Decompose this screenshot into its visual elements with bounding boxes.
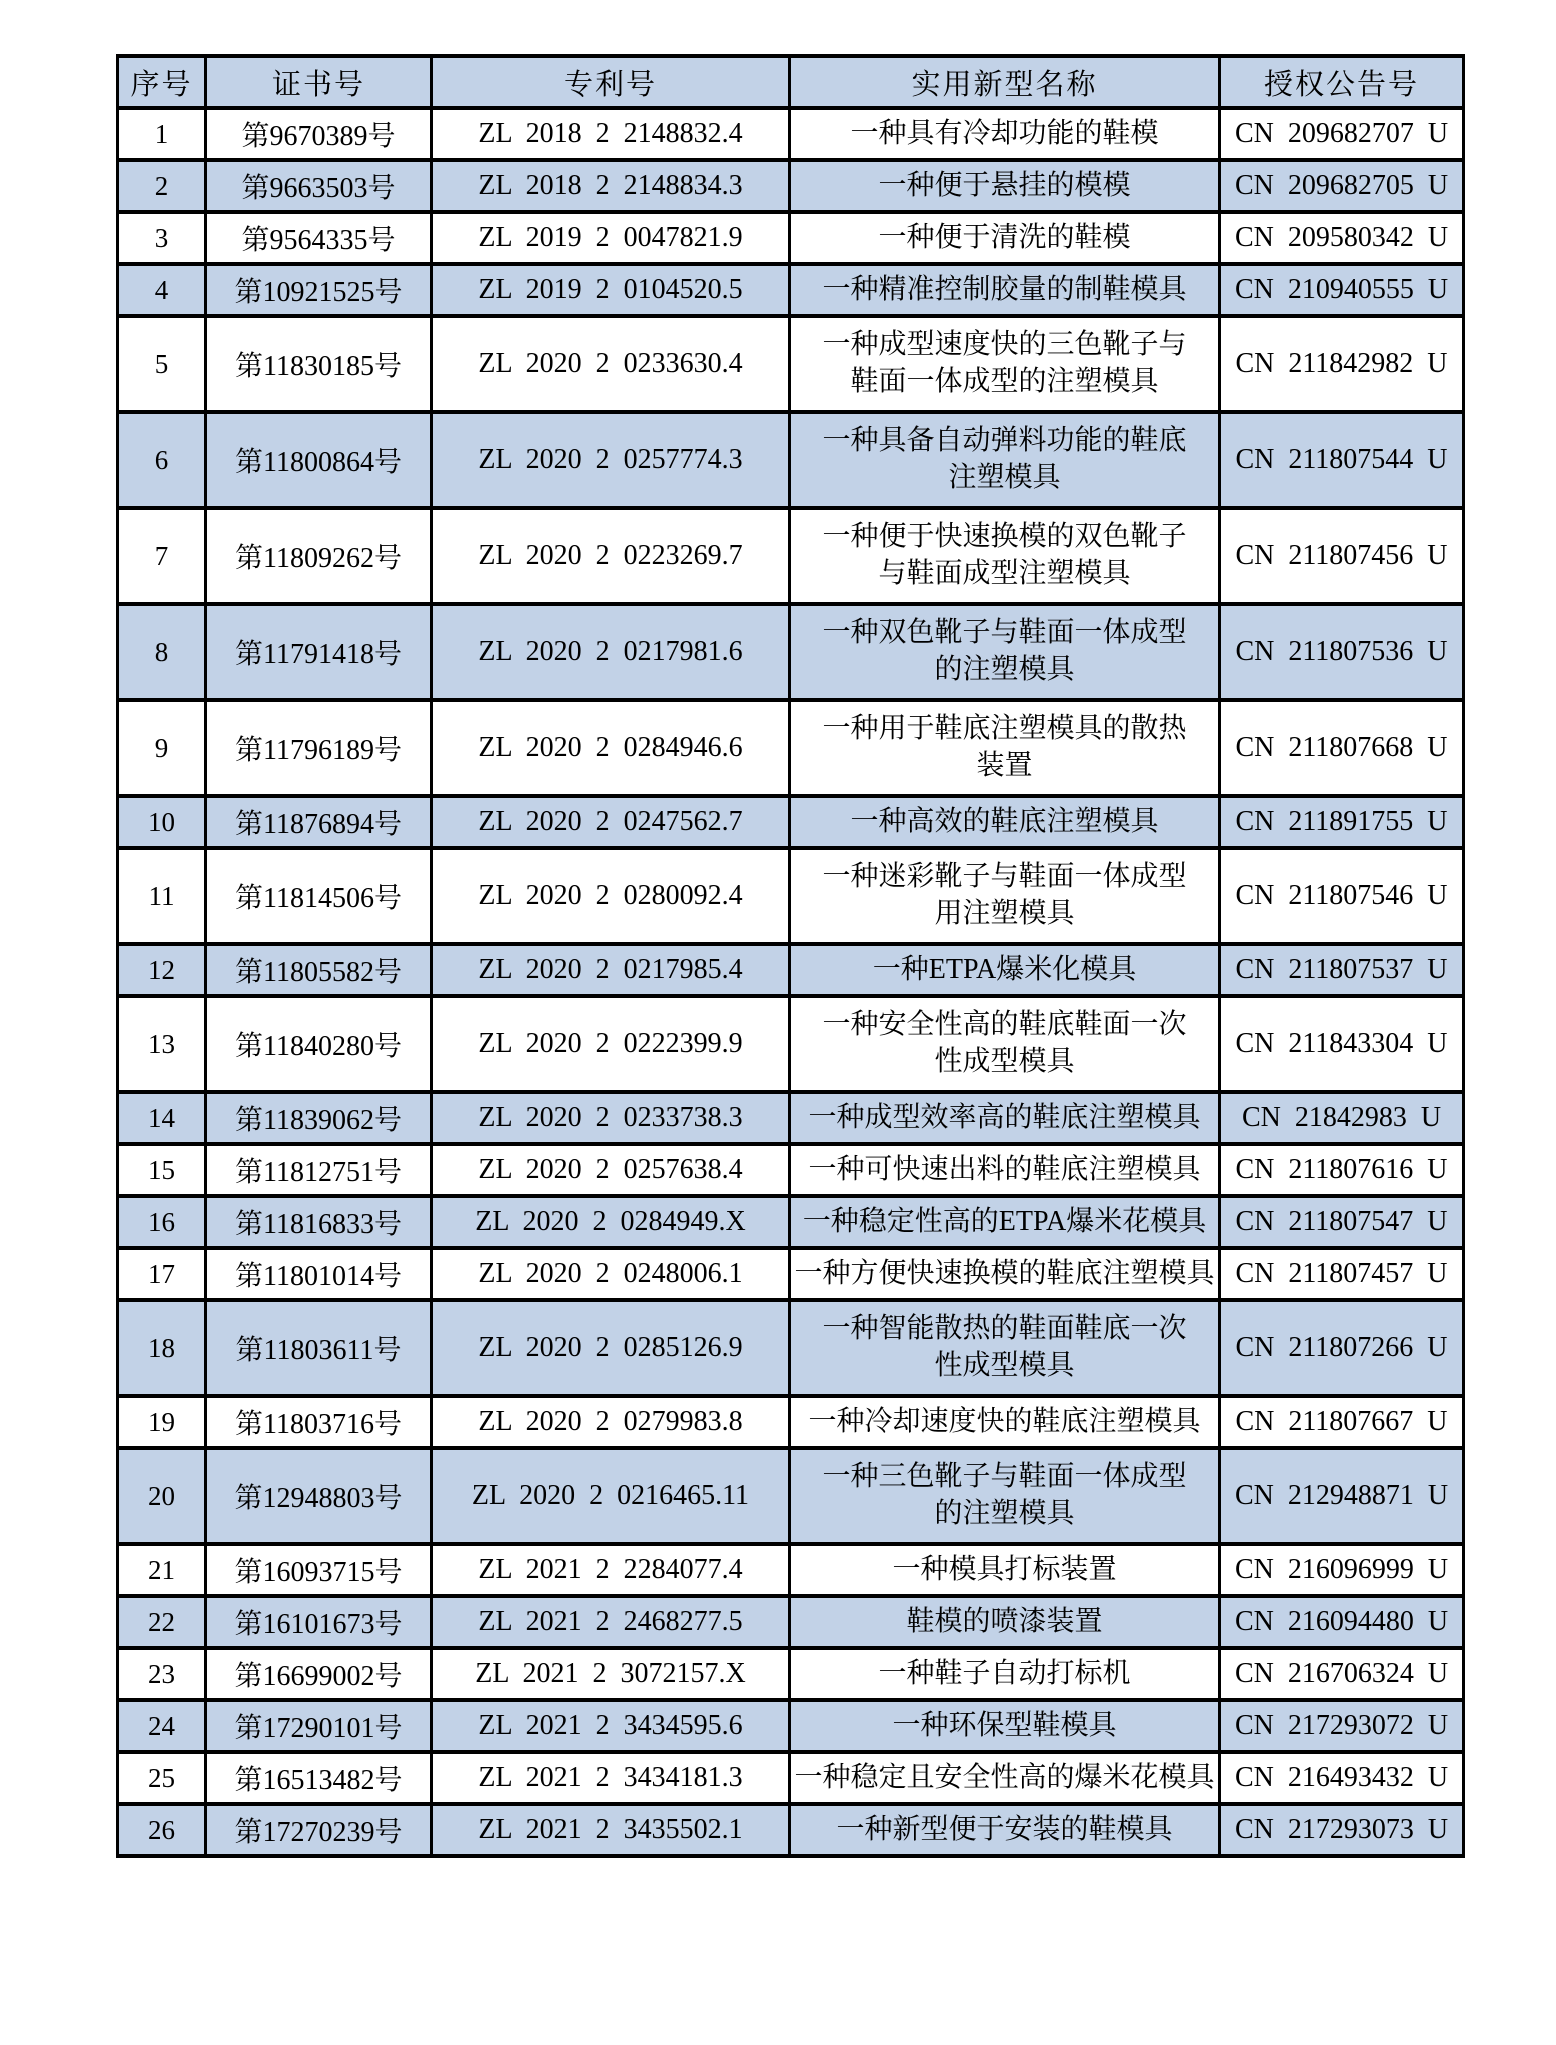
utility-model-name-text: 一种成型效率高的鞋底注塑模具: [808, 1101, 1201, 1133]
header-patent-number: 专利号: [432, 56, 790, 108]
table-row: [118, 1144, 1464, 1196]
cell-patent-number: ZL 2020 2 0284946.6: [432, 700, 790, 796]
cell-utility-model-name: [790, 412, 1220, 508]
utility-model-name-text: 一种便于快速换模的双色靴子与鞋面成型注塑模具: [822, 521, 1187, 589]
cell-patent-number: ZL 2020 2 0247562.7: [432, 796, 790, 848]
patent-table: [116, 54, 1465, 1858]
cell-publication-number: CN 211807616 U: [1220, 1144, 1464, 1196]
cell-utility-model-name: [790, 264, 1220, 316]
table-row: [118, 1196, 1464, 1248]
utility-model-name-text: 一种ETPA爆米化模具: [872, 953, 1137, 985]
utility-model-name-text: 一种模具打标装置: [892, 1553, 1117, 1585]
cell-certificate-number: 第11816833号: [206, 1196, 432, 1248]
table-row: [118, 1448, 1464, 1544]
utility-model-name-text: 一种鞋子自动打标机: [878, 1657, 1131, 1689]
header-certificate-number: 证书号: [206, 56, 432, 108]
cell-serial-number: 22: [118, 1596, 206, 1648]
cell-patent-number: ZL 2020 2 0284949.X: [432, 1196, 790, 1248]
cell-certificate-number: 第11814506号: [206, 848, 432, 944]
page: [116, 54, 1465, 1858]
cell-patent-number: ZL 2021 2 3434181.3: [432, 1752, 790, 1804]
table-row: [118, 1700, 1464, 1752]
cell-utility-model-name: [790, 316, 1220, 412]
table-row: [118, 700, 1464, 796]
cell-publication-number: CN 211891755 U: [1220, 796, 1464, 848]
cell-patent-number: ZL 2020 2 0233738.3: [432, 1092, 790, 1144]
cell-publication-number: CN 21842983 U: [1220, 1092, 1464, 1144]
cell-utility-model-name: [790, 604, 1220, 700]
table-row: [118, 796, 1464, 848]
cell-serial-number: 7: [118, 508, 206, 604]
cell-publication-number: CN 211807266 U: [1220, 1300, 1464, 1396]
cell-serial-number: 18: [118, 1300, 206, 1396]
utility-model-name-text: 一种具有冷却功能的鞋模: [850, 117, 1159, 149]
cell-patent-number: ZL 2020 2 0248006.1: [432, 1248, 790, 1300]
utility-model-name-text: 一种稳定且安全性高的爆米花模具: [794, 1761, 1215, 1793]
utility-model-name-text: 一种成型速度快的三色靴子与鞋面一体成型的注塑模具: [822, 329, 1187, 397]
cell-publication-number: CN 217293072 U: [1220, 1700, 1464, 1752]
cell-publication-number: CN 217293073 U: [1220, 1804, 1464, 1856]
table-row: [118, 604, 1464, 700]
cell-publication-number: CN 209580342 U: [1220, 212, 1464, 264]
cell-certificate-number: 第11801014号: [206, 1248, 432, 1300]
cell-serial-number: 16: [118, 1196, 206, 1248]
cell-publication-number: CN 216706324 U: [1220, 1648, 1464, 1700]
cell-serial-number: 19: [118, 1396, 206, 1448]
table-row: [118, 160, 1464, 212]
cell-patent-number: ZL 2020 2 0257638.4: [432, 1144, 790, 1196]
cell-patent-number: ZL 2020 2 0279983.8: [432, 1396, 790, 1448]
table-row: [118, 1596, 1464, 1648]
cell-serial-number: 23: [118, 1648, 206, 1700]
cell-serial-number: 9: [118, 700, 206, 796]
cell-publication-number: CN 211807546 U: [1220, 848, 1464, 944]
table-row: [118, 1396, 1464, 1448]
utility-model-name-text: 一种迷彩靴子与鞋面一体成型用注塑模具: [822, 861, 1187, 929]
cell-utility-model-name: [790, 508, 1220, 604]
cell-utility-model-name: [790, 1248, 1220, 1300]
cell-certificate-number: 第11791418号: [206, 604, 432, 700]
cell-serial-number: 26: [118, 1804, 206, 1856]
cell-serial-number: 13: [118, 996, 206, 1092]
cell-publication-number: CN 211807457 U: [1220, 1248, 1464, 1300]
cell-utility-model-name: [790, 1544, 1220, 1596]
cell-publication-number: CN 211807667 U: [1220, 1396, 1464, 1448]
table-row: [118, 1752, 1464, 1804]
cell-utility-model-name: [790, 160, 1220, 212]
table-row: [118, 996, 1464, 1092]
cell-patent-number: ZL 2020 2 0217985.4: [432, 944, 790, 996]
utility-model-name-text: 一种便于悬挂的模模: [878, 169, 1131, 201]
table-row: [118, 508, 1464, 604]
cell-serial-number: 14: [118, 1092, 206, 1144]
cell-utility-model-name: [790, 848, 1220, 944]
cell-patent-number: ZL 2018 2 2148832.4: [432, 108, 790, 160]
utility-model-name-text: 一种安全性高的鞋底鞋面一次性成型模具: [822, 1009, 1187, 1077]
cell-serial-number: 2: [118, 160, 206, 212]
cell-publication-number: CN 216096999 U: [1220, 1544, 1464, 1596]
utility-model-name-text: 一种高效的鞋底注塑模具: [850, 805, 1159, 837]
cell-certificate-number: 第16101673号: [206, 1596, 432, 1648]
utility-model-name-text: 一种可快速出料的鞋底注塑模具: [808, 1153, 1201, 1185]
utility-model-name-text: 一种方便快速换模的鞋底注塑模具: [794, 1257, 1215, 1289]
cell-utility-model-name: [790, 1144, 1220, 1196]
table-row: [118, 1092, 1464, 1144]
table-row: [118, 264, 1464, 316]
cell-certificate-number: 第17290101号: [206, 1700, 432, 1752]
cell-certificate-number: 第11805582号: [206, 944, 432, 996]
cell-certificate-number: 第9564335号: [206, 212, 432, 264]
cell-patent-number: ZL 2019 2 0104520.5: [432, 264, 790, 316]
cell-publication-number: CN 211807536 U: [1220, 604, 1464, 700]
cell-publication-number: CN 210940555 U: [1220, 264, 1464, 316]
utility-model-name-text: 一种三色靴子与鞋面一体成型的注塑模具: [822, 1461, 1187, 1529]
header-publication-number: 授权公告号: [1220, 56, 1464, 108]
cell-utility-model-name: [790, 944, 1220, 996]
cell-serial-number: 11: [118, 848, 206, 944]
cell-certificate-number: 第17270239号: [206, 1804, 432, 1856]
cell-utility-model-name: [790, 1092, 1220, 1144]
cell-certificate-number: 第10921525号: [206, 264, 432, 316]
cell-patent-number: ZL 2020 2 0233630.4: [432, 316, 790, 412]
cell-patent-number: ZL 2020 2 0223269.7: [432, 508, 790, 604]
utility-model-name-text: 鞋模的喷漆装置: [906, 1605, 1103, 1637]
cell-publication-number: CN 209682705 U: [1220, 160, 1464, 212]
cell-serial-number: 20: [118, 1448, 206, 1544]
table-row: [118, 1804, 1464, 1856]
cell-serial-number: 24: [118, 1700, 206, 1752]
cell-serial-number: 1: [118, 108, 206, 160]
cell-utility-model-name: [790, 996, 1220, 1092]
cell-certificate-number: 第9670389号: [206, 108, 432, 160]
cell-utility-model-name: [790, 1648, 1220, 1700]
cell-publication-number: CN 211807668 U: [1220, 700, 1464, 796]
table-row: [118, 848, 1464, 944]
cell-utility-model-name: [790, 1196, 1220, 1248]
cell-serial-number: 6: [118, 412, 206, 508]
cell-publication-number: CN 211807537 U: [1220, 944, 1464, 996]
utility-model-name-text: 一种冷却速度快的鞋底注塑模具: [808, 1405, 1201, 1437]
cell-patent-number: ZL 2021 2 2468277.5: [432, 1596, 790, 1648]
cell-serial-number: 12: [118, 944, 206, 996]
cell-publication-number: CN 211807456 U: [1220, 508, 1464, 604]
cell-patent-number: ZL 2019 2 0047821.9: [432, 212, 790, 264]
cell-utility-model-name: [790, 1396, 1220, 1448]
cell-certificate-number: 第16699002号: [206, 1648, 432, 1700]
cell-certificate-number: 第11800864号: [206, 412, 432, 508]
utility-model-name-text: 一种环保型鞋模具: [892, 1709, 1117, 1741]
table-row: [118, 1544, 1464, 1596]
cell-certificate-number: 第12948803号: [206, 1448, 432, 1544]
utility-model-name-text: 一种用于鞋底注塑模具的散热装置: [822, 713, 1187, 781]
cell-publication-number: CN 209682707 U: [1220, 108, 1464, 160]
cell-patent-number: ZL 2021 2 3434595.6: [432, 1700, 790, 1752]
cell-serial-number: 15: [118, 1144, 206, 1196]
cell-utility-model-name: [790, 1448, 1220, 1544]
cell-certificate-number: 第11803716号: [206, 1396, 432, 1448]
table-row: [118, 412, 1464, 508]
cell-certificate-number: 第16513482号: [206, 1752, 432, 1804]
cell-serial-number: 10: [118, 796, 206, 848]
cell-patent-number: ZL 2020 2 0280092.4: [432, 848, 790, 944]
table-body: [118, 108, 1464, 1856]
cell-utility-model-name: [790, 700, 1220, 796]
cell-utility-model-name: [790, 212, 1220, 264]
utility-model-name-text: 一种便于清洗的鞋模: [878, 221, 1131, 253]
table-row: [118, 316, 1464, 412]
cell-serial-number: 3: [118, 212, 206, 264]
header-utility-model-name: 实用新型名称: [790, 56, 1220, 108]
cell-patent-number: ZL 2021 2 3072157.X: [432, 1648, 790, 1700]
cell-patent-number: ZL 2020 2 0222399.9: [432, 996, 790, 1092]
cell-certificate-number: 第11809262号: [206, 508, 432, 604]
cell-publication-number: CN 211807544 U: [1220, 412, 1464, 508]
cell-serial-number: 8: [118, 604, 206, 700]
cell-publication-number: CN 216094480 U: [1220, 1596, 1464, 1648]
utility-model-name-text: 一种精准控制胶量的制鞋模具: [822, 273, 1187, 305]
cell-publication-number: CN 211842982 U: [1220, 316, 1464, 412]
utility-model-name-text: 一种双色靴子与鞋面一体成型的注塑模具: [822, 617, 1187, 685]
header-row: [118, 56, 1464, 108]
cell-serial-number: 4: [118, 264, 206, 316]
utility-model-name-text: 一种智能散热的鞋面鞋底一次性成型模具: [822, 1313, 1187, 1381]
cell-patent-number: ZL 2018 2 2148834.3: [432, 160, 790, 212]
utility-model-name-text: 一种稳定性高的ETPA爆米花模具: [802, 1205, 1207, 1237]
cell-certificate-number: 第11830185号: [206, 316, 432, 412]
utility-model-name-text: 一种新型便于安装的鞋模具: [836, 1813, 1173, 1845]
table-row: [118, 1300, 1464, 1396]
cell-patent-number: ZL 2020 2 0285126.9: [432, 1300, 790, 1396]
cell-certificate-number: 第11803611号: [206, 1300, 432, 1396]
cell-utility-model-name: [790, 108, 1220, 160]
table-row: [118, 212, 1464, 264]
cell-certificate-number: 第11812751号: [206, 1144, 432, 1196]
table-row: [118, 944, 1464, 996]
cell-certificate-number: 第9663503号: [206, 160, 432, 212]
cell-utility-model-name: [790, 1804, 1220, 1856]
cell-patent-number: ZL 2020 2 0257774.3: [432, 412, 790, 508]
cell-patent-number: ZL 2021 2 3435502.1: [432, 1804, 790, 1856]
cell-certificate-number: 第16093715号: [206, 1544, 432, 1596]
cell-utility-model-name: [790, 796, 1220, 848]
cell-serial-number: 17: [118, 1248, 206, 1300]
table-row: [118, 1248, 1464, 1300]
cell-publication-number: CN 212948871 U: [1220, 1448, 1464, 1544]
cell-certificate-number: 第11839062号: [206, 1092, 432, 1144]
cell-serial-number: 25: [118, 1752, 206, 1804]
cell-patent-number: ZL 2021 2 2284077.4: [432, 1544, 790, 1596]
cell-serial-number: 5: [118, 316, 206, 412]
cell-utility-model-name: [790, 1700, 1220, 1752]
table-row: [118, 1648, 1464, 1700]
cell-patent-number: ZL 2020 2 0217981.6: [432, 604, 790, 700]
cell-patent-number: ZL 2020 2 0216465.11: [432, 1448, 790, 1544]
cell-certificate-number: 第11876894号: [206, 796, 432, 848]
cell-publication-number: CN 216493432 U: [1220, 1752, 1464, 1804]
cell-utility-model-name: [790, 1596, 1220, 1648]
cell-serial-number: 21: [118, 1544, 206, 1596]
header-serial-number: 序号: [118, 56, 206, 108]
cell-publication-number: CN 211807547 U: [1220, 1196, 1464, 1248]
cell-publication-number: CN 211843304 U: [1220, 996, 1464, 1092]
table-row: [118, 108, 1464, 160]
cell-certificate-number: 第11840280号: [206, 996, 432, 1092]
cell-utility-model-name: [790, 1300, 1220, 1396]
cell-utility-model-name: [790, 1752, 1220, 1804]
cell-certificate-number: 第11796189号: [206, 700, 432, 796]
utility-model-name-text: 一种具备自动弹料功能的鞋底注塑模具: [822, 425, 1187, 493]
